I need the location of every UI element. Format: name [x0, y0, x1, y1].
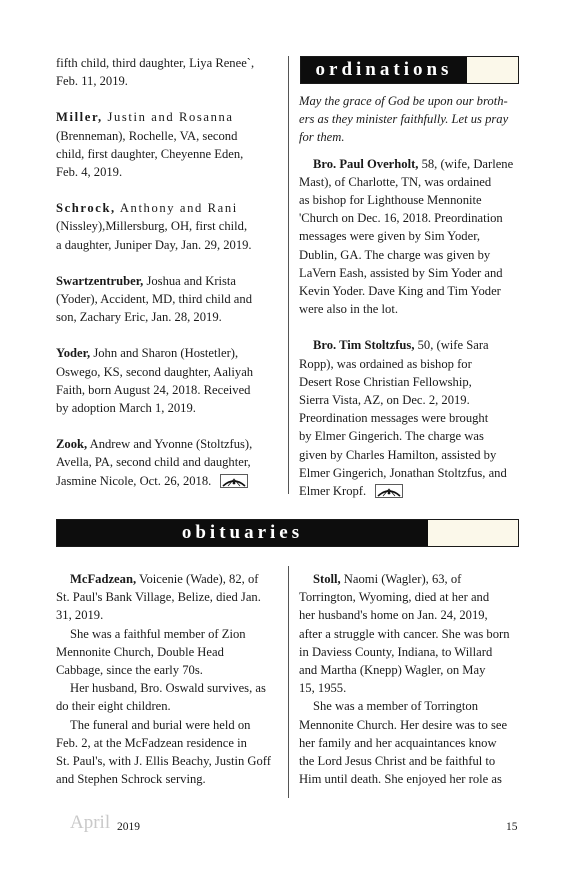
obituary-stoll: [299, 570, 519, 788]
entry-name: Swartzentruber,: [56, 273, 144, 288]
entry-name: Miller,: [56, 110, 103, 125]
section-end-ornament-icon: [220, 474, 248, 488]
obituary-paragraph: She was a faithful member of Zion Mennonite Church, Double Head Cabbage, since the early 70s.: [56, 626, 246, 678]
entry-name: McFadzean,: [70, 572, 137, 586]
entry-name: Stoll,: [313, 572, 341, 586]
ordinations-header: [300, 56, 519, 84]
footer-year: 2019: [117, 821, 140, 833]
birth-entry: Schrock, Anthony and Rani (Nissley),Millersburg, OH, first child, a daughter, Juniper Day, Jan. 29, 2019.: [56, 201, 252, 252]
entry-name: Bro. Tim Stoltzfus,: [313, 338, 415, 353]
obituary-mcfadzean: [56, 570, 278, 788]
ordination-entry: Bro. Paul Overholt, 58, (wife, Darlene Mast), of Charlotte, TN, was ordained as bishop for Lighthouse Mennonite 'Church on Dec. 16, 2018. Preordination messages were given by Sim Yoder, Dublin, GA. The charge was given by LaVern Eash, assisted by Sim Yoder and Kevin Yoder. Dave King and Tim Yoder were also in the lot.: [299, 156, 514, 317]
birth-entry: Yoder, John and Sharon (Hostetler), Oswego, KS, second daughter, Aaliyah Faith, born August 24, 2018. Received by adoption March 1, 2019.: [56, 346, 254, 416]
obituary-lead: Stoll, Naomi (Wagler), 63, of Torrington, Wyoming, died at her and her husband's home on Jan. 24, 2019, after a struggle with cancer. She was born in Daviess County, Indiana, to Willard and Martha (Knepp) Wagler, on May 15, 1955.: [299, 572, 510, 696]
ordination-entry: Bro. Tim Stoltzfus, 50, (wife Sara Ropp), was ordained as bishop for Desert Rose Christian Fellowship, Sierra Vista, AZ, on Dec. 2, 2019. Preordination messages were brought by Elmer Gingerich. The charge was given by Charles Hamilton, assisted by Elmer Gingerich, Jonathan Stoltzfus, and Elmer Kropf.: [299, 338, 507, 499]
obituaries-heading: obituaries: [57, 520, 428, 546]
entry-name: Bro. Paul Overholt,: [313, 156, 419, 171]
column-divider: [288, 56, 289, 494]
obituary-paragraph: She was a member of Torrington Mennonite Church. Her desire was to see her family and her acquaintances know the Lord Jesus Christ and be faithful to Him until death. She enjoyed her role as: [299, 699, 508, 787]
obituary-lead: McFadzean, Voicenie (Wade), 82, of St. Paul's Bank Village, Belize, died Jan. 31, 2019.: [56, 572, 261, 623]
ordinations-heading: ordinations: [301, 57, 467, 83]
entry-name: Zook,: [56, 437, 88, 452]
birth-entry: Miller, Justin and Rosanna (Brenneman), Rochelle, VA, second child, first daughter, Cheyenne Eden, Feb. 4, 2019.: [56, 110, 244, 180]
entry-name: Yoder,: [56, 346, 91, 361]
entry-name: Schrock,: [56, 201, 116, 216]
birth-entry: Zook, Andrew and Yvonne (Stoltzfus), Avella, PA, second child and daughter, Jasmine Nicole, Oct. 26, 2018.: [56, 437, 253, 488]
page-number: 15: [506, 821, 518, 833]
section-end-ornament-icon: [375, 484, 403, 498]
obituary-paragraph: Her husband, Bro. Oswald survives, as do their eight children.: [56, 681, 266, 714]
ordinations-intro: May the grace of God be upon our broth- ers as they minister faithfully. Let us pray for them.: [299, 94, 509, 145]
ordinations-column: [299, 92, 519, 500]
column-divider: [288, 566, 289, 798]
obituary-paragraph: The funeral and burial were held on Feb. 2, at the McFadzean residence in St. Paul's, with J. Ellis Beachy, Justin Goff and Stephen Schrock serving.: [56, 717, 271, 787]
births-column: [56, 54, 278, 490]
birth-entry: fifth child, third daughter, Liya Renee`, Feb. 11, 2019.: [56, 56, 255, 89]
birth-entry: Swartzentruber, Joshua and Krista (Yoder), Accident, MD, third child and son, Zachary Eric, Jan. 28, 2019.: [56, 273, 252, 325]
obituaries-header: [56, 519, 519, 547]
footer-month: April: [70, 812, 111, 833]
